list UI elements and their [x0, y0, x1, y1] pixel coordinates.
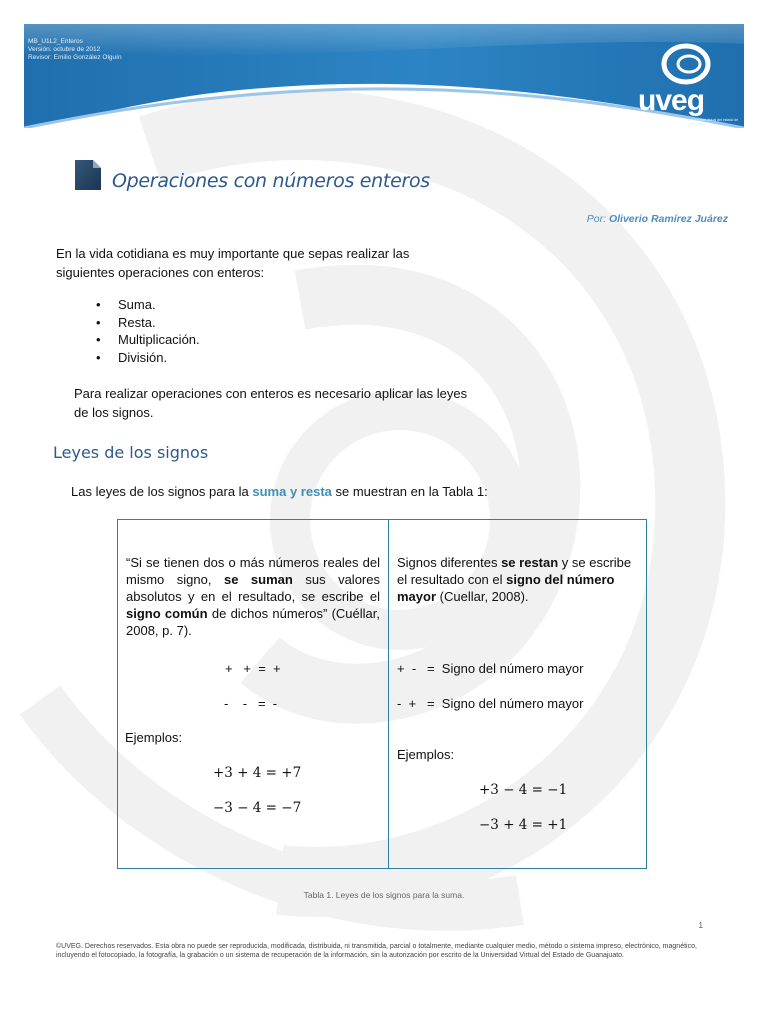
table-divider [388, 520, 389, 868]
page-number: 1 [698, 921, 703, 930]
table-intro-highlight: suma y resta [252, 484, 332, 499]
different-sign-rule-2: - + = Signo del número mayor [397, 696, 584, 711]
document-icon [75, 160, 101, 190]
list-item: • Resta. [96, 314, 200, 332]
quote-bold: signo común [126, 606, 208, 621]
signs-paragraph: Para realizar operaciones con enteros es necesario aplicar las leyes de los signos. [74, 386, 468, 420]
rule-part: (Cuellar, 2008). [436, 589, 529, 604]
table-intro-before: Las leyes de los signos para la [71, 484, 253, 499]
same-sign-rule-plus: + + = + [225, 661, 281, 676]
left-example-1: +3 + 4 = +7 [213, 765, 302, 781]
rule-bold: signo del número mayor [397, 572, 615, 604]
uveg-logo [638, 42, 739, 126]
meta-code: MB_U1L2_Enteros [28, 38, 83, 45]
copyright-footer: ©UVEG. Derechos reservados. Esta obra no puede ser reproducida, modificada, distribuida, ni transmitida, parcial o totalmente, mediante cualquier medio, método o sistema impreso, electrónico, magnético, incluyendo el fotocopiado, la fotografía, la grabación o un sistema de recuperación de la información, sin la autorización por escrito de la Universidad Virtual del Estado de Guanajuato. [56, 943, 697, 959]
left-examples-label: Ejemplos: [125, 730, 183, 745]
signs-table [117, 519, 647, 869]
rule-bold: se restan [501, 555, 559, 570]
author-prefix: Por: [586, 213, 607, 225]
right-example-1: +3 − 4 = −1 [479, 782, 568, 798]
quote-bold: se suman [223, 572, 293, 587]
different-sign-rule-text [397, 554, 637, 605]
list-item: • Suma. [96, 296, 200, 314]
rule-part: Signos diferentes [397, 555, 502, 570]
right-examples-label: Ejemplos: [397, 747, 455, 762]
list-item: • Multiplicación. [96, 331, 200, 349]
uveg-logo-emblem [656, 42, 716, 86]
operations-list [96, 296, 200, 366]
author-line [587, 213, 728, 225]
meta-reviewer: Revisor: Emilio González Olguín [28, 54, 122, 61]
table-intro [71, 484, 488, 499]
header-banner [24, 24, 744, 128]
quote-part: de dichos números” (Cuéllar, 2008, p. 7). [126, 606, 380, 638]
table-intro-after: se muestran en la Tabla 1: [331, 484, 488, 499]
quote-part: sus valores absolutos y en el resultado, se escribe el [126, 572, 380, 604]
document-meta [28, 38, 122, 62]
author-name: Oliverio Ramírez Juárez [608, 213, 728, 225]
page-title: Operaciones con números enteros [112, 170, 430, 192]
uveg-logo-subtext: universidad virtual del estado de guanajuato [688, 118, 739, 126]
section-heading: Leyes de los signos [53, 443, 209, 462]
different-sign-rule-1: + - = Signo del número mayor [397, 661, 584, 676]
same-sign-rule-minus: - - = - [224, 696, 278, 711]
left-example-2: −3 − 4 = −7 [213, 800, 302, 816]
quote-part: “Si se tienen dos o más números reales del mismo signo, [126, 555, 380, 587]
meta-version: Versión: octubre de 2012 [28, 46, 101, 53]
intro-paragraph: En la vida cotidiana es muy importante que sepas realizar las siguientes operaciones con enteros: [56, 246, 410, 280]
table-caption: Tabla 1. Leyes de los signos para la suma. [303, 890, 465, 900]
list-item: • División. [96, 349, 200, 367]
same-sign-rule-text [126, 554, 380, 639]
right-example-2: −3 + 4 = +1 [479, 817, 568, 833]
header-band [24, 24, 744, 128]
uveg-logo-text: uveg [638, 84, 705, 117]
rule-part: y se escribe el resultado con el [397, 555, 632, 587]
